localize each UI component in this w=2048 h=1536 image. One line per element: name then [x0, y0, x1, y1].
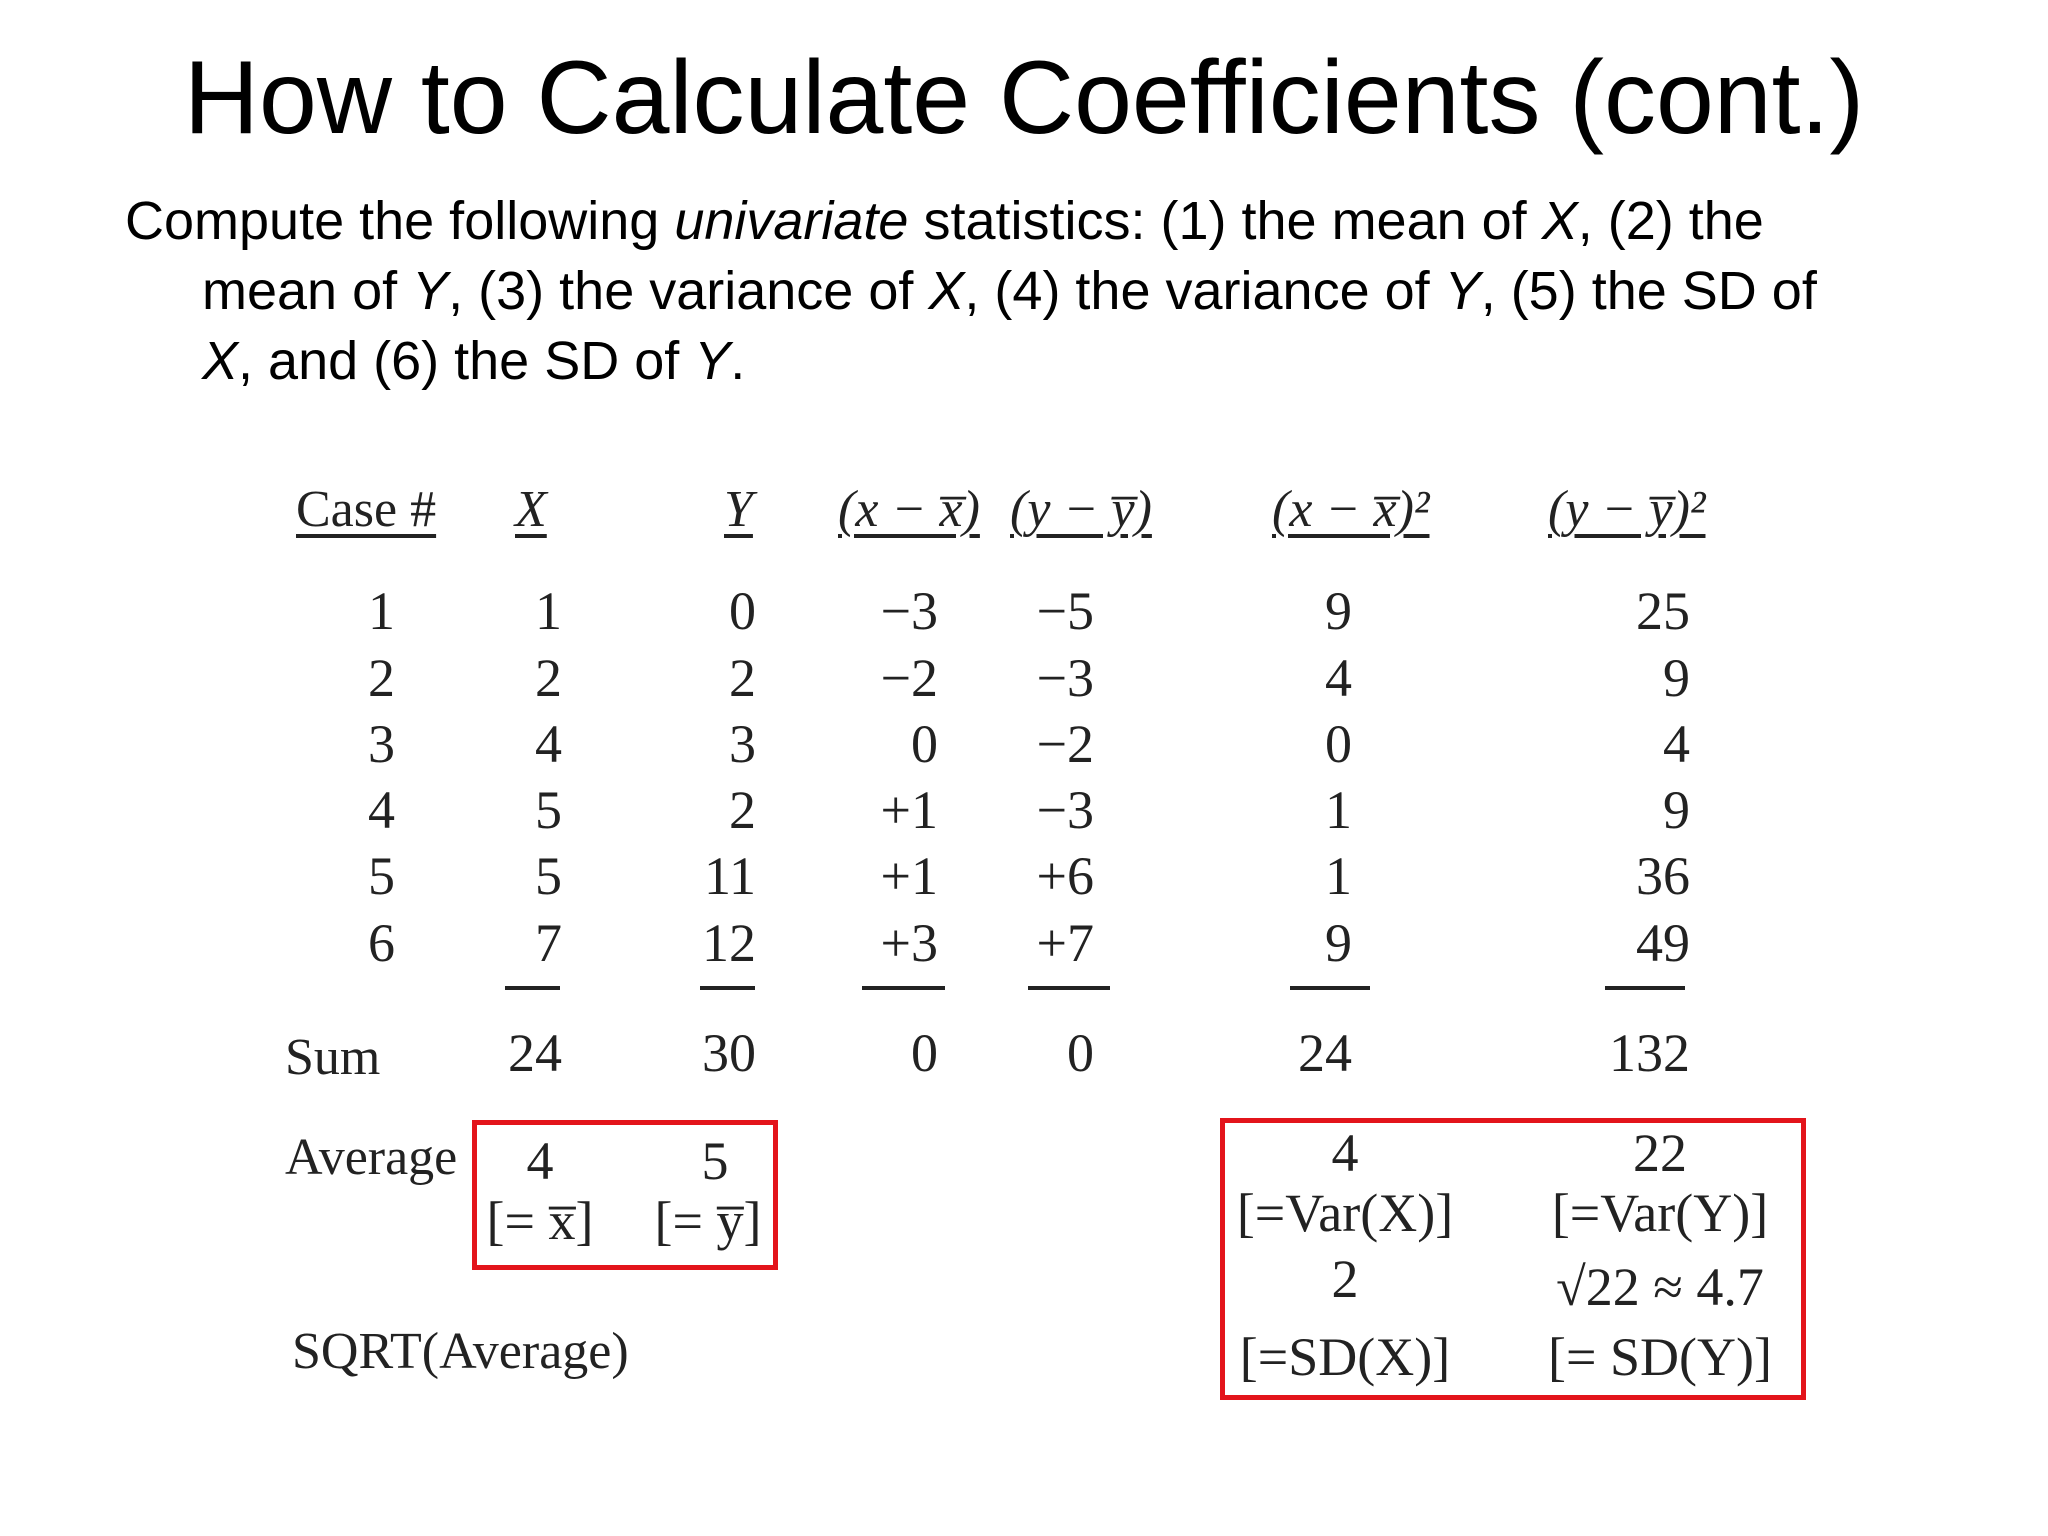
sd-y-note: [= SD(Y)] [1548, 1327, 1772, 1387]
table-cell: 3 [368, 714, 395, 774]
sum-rule [1605, 986, 1685, 990]
table-cell: 6 [368, 913, 395, 973]
table-cell: −3 [1036, 648, 1094, 708]
sum-cell: 132 [1609, 1023, 1690, 1083]
table-cell: 4 [368, 780, 395, 840]
table-cell: 1 [368, 581, 395, 641]
intro-line-1 [125, 186, 1925, 256]
intro-text-span: , (5) the SD of [1480, 261, 1817, 321]
table-cell: −3 [880, 581, 938, 641]
table-cell: 12 [702, 913, 756, 973]
intro-var: X [1541, 191, 1578, 251]
table-cell: 2 [368, 648, 395, 708]
table-cell: 2 [535, 648, 562, 708]
sum-cell: 24 [1298, 1023, 1352, 1083]
sum-rule [1290, 986, 1370, 990]
table-cell: 0 [1325, 714, 1352, 774]
intro-var: Y [694, 331, 731, 391]
mean-x-value: 4 [526, 1131, 554, 1191]
table-cell: 1 [535, 581, 562, 641]
table-cell: 4 [535, 714, 562, 774]
table-cell: +1 [880, 780, 938, 840]
table-cell: 4 [1325, 648, 1352, 708]
table-cell: 49 [1636, 913, 1690, 973]
sum-cell: 24 [508, 1023, 562, 1083]
sd-x-note: [=SD(X)] [1239, 1327, 1451, 1387]
column-header: Case # [296, 481, 437, 538]
table-cell: 25 [1636, 581, 1690, 641]
sum-rule [1028, 986, 1110, 990]
table-cell: +3 [880, 913, 938, 973]
intro-var: Y [412, 261, 449, 321]
table-cell: 1 [1325, 780, 1352, 840]
sum-cell: 0 [1067, 1023, 1094, 1083]
intro-text-span: , (3) the variance of [448, 261, 929, 321]
intro-text-span: statistics: (1) the mean of [908, 191, 1542, 251]
table-cell: 9 [1325, 913, 1352, 973]
table-cell: −2 [1036, 714, 1094, 774]
table-cell: 9 [1663, 648, 1690, 708]
average-label: Average [285, 1129, 458, 1186]
column-header: X [515, 481, 547, 538]
table-cell: 11 [704, 846, 756, 906]
intro-var: X [928, 261, 965, 321]
intro-line-3 [125, 326, 1925, 396]
table-cell: 5 [535, 846, 562, 906]
column-header: (y − y̅) [1010, 481, 1152, 538]
sum-cell: 0 [911, 1023, 938, 1083]
table-cell: +7 [1036, 913, 1094, 973]
intro-emphasis: univariate [674, 191, 909, 251]
table-cell: 7 [535, 913, 562, 973]
table-cell: 2 [729, 780, 756, 840]
table-cell: +1 [880, 846, 938, 906]
column-header: Y [724, 481, 753, 538]
sum-rule [700, 986, 755, 990]
intro-text-span: Compute the following [125, 191, 675, 251]
table-cell: 36 [1636, 846, 1690, 906]
table-cell: 9 [1663, 780, 1690, 840]
variance-x-value: 4 [1331, 1123, 1359, 1183]
intro-var: Y [1444, 261, 1481, 321]
intro-text-span: , (2) the [1577, 191, 1764, 251]
variance-y-value: 22 [1633, 1123, 1687, 1183]
mean-y-value: 5 [701, 1131, 729, 1191]
variance-x-note: [=Var(X)] [1236, 1183, 1454, 1243]
mean-x-note: [= x̅] [486, 1191, 594, 1251]
table-cell: +6 [1036, 846, 1094, 906]
sum-rule [505, 986, 560, 990]
table-cell: −2 [880, 648, 938, 708]
table-cell: 4 [1663, 714, 1690, 774]
table-cell: 0 [911, 714, 938, 774]
table-cell: −5 [1036, 581, 1094, 641]
sum-cell: 30 [702, 1023, 756, 1083]
mean-y-note: [= y̅] [654, 1191, 762, 1251]
table-cell: 5 [368, 846, 395, 906]
intro-text [125, 186, 1925, 396]
column-header: (x − x̅)² [1272, 481, 1430, 538]
table-cell: 2 [729, 648, 756, 708]
table-cell: −3 [1036, 780, 1094, 840]
sqrt-average-label: SQRT(Average) [292, 1323, 629, 1380]
sd-y-value: √22 ≈ 4.7 [1556, 1257, 1764, 1317]
sum-rule [862, 986, 945, 990]
intro-text-span: mean of [202, 261, 413, 321]
table-cell: 5 [535, 780, 562, 840]
table-cell: 3 [729, 714, 756, 774]
column-header: (x − x̅) [838, 481, 980, 538]
variance-y-note: [=Var(Y)] [1551, 1183, 1769, 1243]
table-cell: 1 [1325, 846, 1352, 906]
table-cell: 9 [1325, 581, 1352, 641]
sum-label: Sum [285, 1029, 381, 1086]
intro-var: X [202, 331, 239, 391]
intro-text-span: , and (6) the SD of [238, 331, 695, 391]
intro-text-span: . [730, 331, 746, 391]
column-header: (y − y̅)² [1548, 481, 1706, 538]
sd-x-value: 2 [1331, 1249, 1359, 1309]
slide-title: How to Calculate Coefficients (cont.) [183, 40, 1865, 156]
intro-line-2 [125, 256, 1925, 326]
intro-text-span: , (4) the variance of [964, 261, 1445, 321]
table-cell: 0 [729, 581, 756, 641]
